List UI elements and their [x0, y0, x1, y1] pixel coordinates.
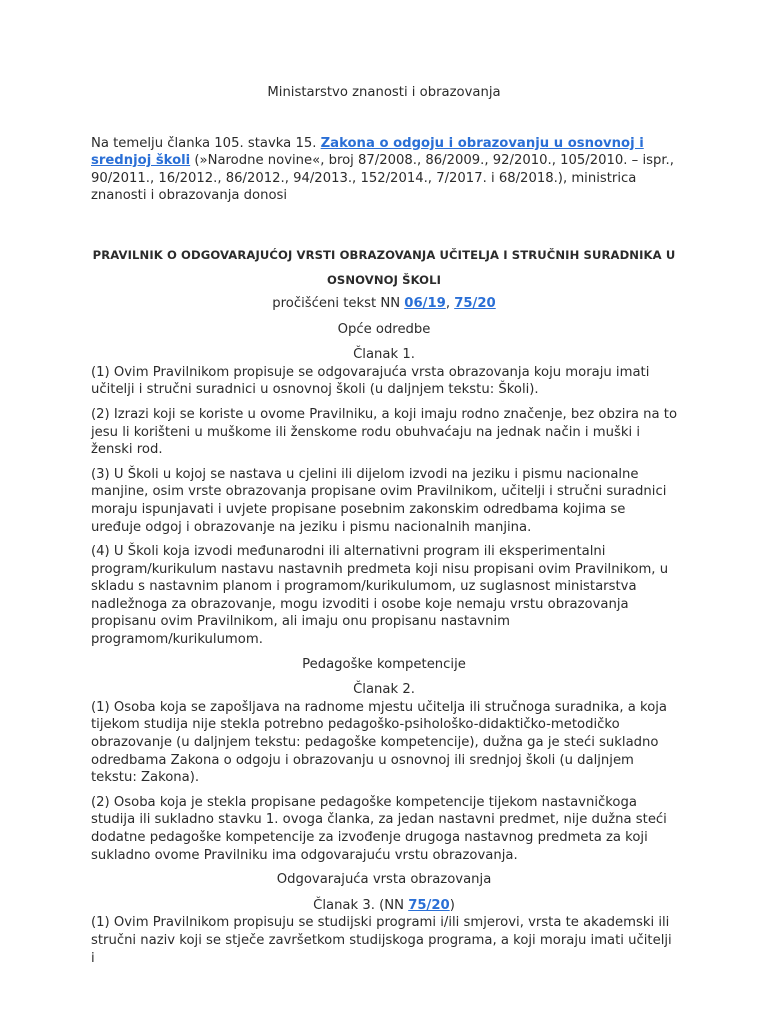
article-3-suffix: )	[449, 897, 455, 913]
consolidated-prefix: pročišćeni tekst NN	[272, 295, 405, 311]
article-3-nn-link[interactable]: 75/20	[408, 897, 450, 913]
intro-suffix: (»Narodne novine«, broj 87/2008., 86/2009., 92/2010., 105/2010. – ispr., 90/2011., 16/2012., 86/2012., 94/2013., 152/2014., 7/2017. i 68/2018.), ministrica znanosti i obrazovanja donosi	[91, 153, 674, 204]
consolidated-separator: ,	[445, 295, 455, 311]
article-3-prefix: Članak 3. (NN	[313, 897, 409, 913]
intro-paragraph	[91, 135, 677, 205]
consolidated-text	[91, 295, 677, 313]
law-link[interactable]: Zakona o odgoju i obrazovanju u osnovnoj i srednjoj školi	[91, 135, 644, 169]
article-1-paragraph-1: (1) Ovim Pravilnikom propisuje se odgovarajuća vrsta obrazovanja koju moraju imati učitelji i stručni suradnici u osnovnoj školi (u daljnjem tekstu: Školi).	[91, 364, 650, 398]
article-1-paragraph-3: (3) U Školi u kojoj se nastava u cjelini ili dijelom izvodi na jeziku i pismu nacionalne manjine, osim vrste obrazovanja propisane ovim Pravilnikom, učitelji i stručni suradnici moraju ispunjavati i uvjete propisane posebnim zakonskim odredbama kojima se uređuje odgoj i obrazovanje na jeziku i pismu nacionalnih manjina.	[91, 466, 667, 535]
nn-06-19-link[interactable]: 06/19	[404, 295, 446, 311]
article-1-paragraph-4: (4) U Školi koja izvodi međunarodni ili alternativni program ili eksperimentalni program/kurikulum nastavu nastavnih predmeta koji nisu propisani ovim Pravilnikom, u skladu s nastavnim planom i programom/kurikulumom, uz suglasnost ministarstva nadležnoga za obrazovanje, mogu izvoditi i osobe koje nemaju vrstu obrazovanja propisanu ovim Pravilnikom, ali imaju onu propisanu nastavnim programom/kurikulumom.	[91, 544, 669, 648]
section-heading-education-type: Odgovarajuća vrsta obrazovanja	[276, 872, 492, 888]
nn-75-20-link[interactable]: 75/20	[454, 295, 496, 311]
article-2-heading: Članak 2.	[353, 682, 415, 698]
article-2-paragraph-2: (2) Osoba koja je stekla propisane pedagoške kompetencije tijekom nastavničkoga studija ili sukladno stavku 1. ovoga članka, za jedan nastavni predmet, nije dužna steći dodatne pedagoške kompetencije za izvođenje drugoga nastavnog predmeta za koji sukladno ovome Pravilniku ima odgovarajuću vrstu obrazovanja.	[91, 794, 667, 863]
ministry-name: Ministarstvo znanosti i obrazovanja	[267, 85, 501, 100]
article-1-paragraph-2: (2) Izrazi koji se koriste u ovome Pravilniku, a koji imaju rodno značenje, bez obzira na to jesu li korišteni u muškome ili ženskome rodu obuhvaćaju na jednak način i muški i ženski rod.	[91, 406, 678, 458]
document-page	[91, 84, 677, 974]
document-title: PRAVILNIK O ODGOVARAJUĆOJ VRSTI OBRAZOVANJA UČITELJA I STRUČNIH SURADNIKA U OSNOVNOJ ŠKOLI	[92, 247, 676, 287]
intro-prefix: Na temelju članka 105. stavka 15.	[91, 135, 321, 151]
article-3-heading	[91, 897, 677, 915]
section-heading-pedagogical: Pedagoške kompetencije	[302, 656, 466, 672]
article-2-paragraph-1: (1) Osoba koja se zapošljava na radnome mjestu učitelja ili stručnoga suradnika, a koja tijekom studija nije stekla potrebno pedagoško-psihološko-didaktičko-metodičko obrazovanje (u daljnjem tekstu: pedagoške kompetencije), dužna ga je steći sukladno odredbama Zakona o odgoju i obrazovanju u osnovnoj ili srednjoj školi (u daljnjem tekstu: Zakona).	[91, 699, 668, 786]
article-1-heading: Članak 1.	[353, 347, 415, 363]
article-3-paragraph-1: (1) Ovim Pravilnikom propisuju se studijski programi i/ili smjerovi, vrsta te akademski ili stručni naziv koji se stječe završetkom studijskoga programa, a koji moraju imati učitelji i	[91, 915, 672, 966]
section-heading-general: Opće odredbe	[337, 321, 431, 337]
